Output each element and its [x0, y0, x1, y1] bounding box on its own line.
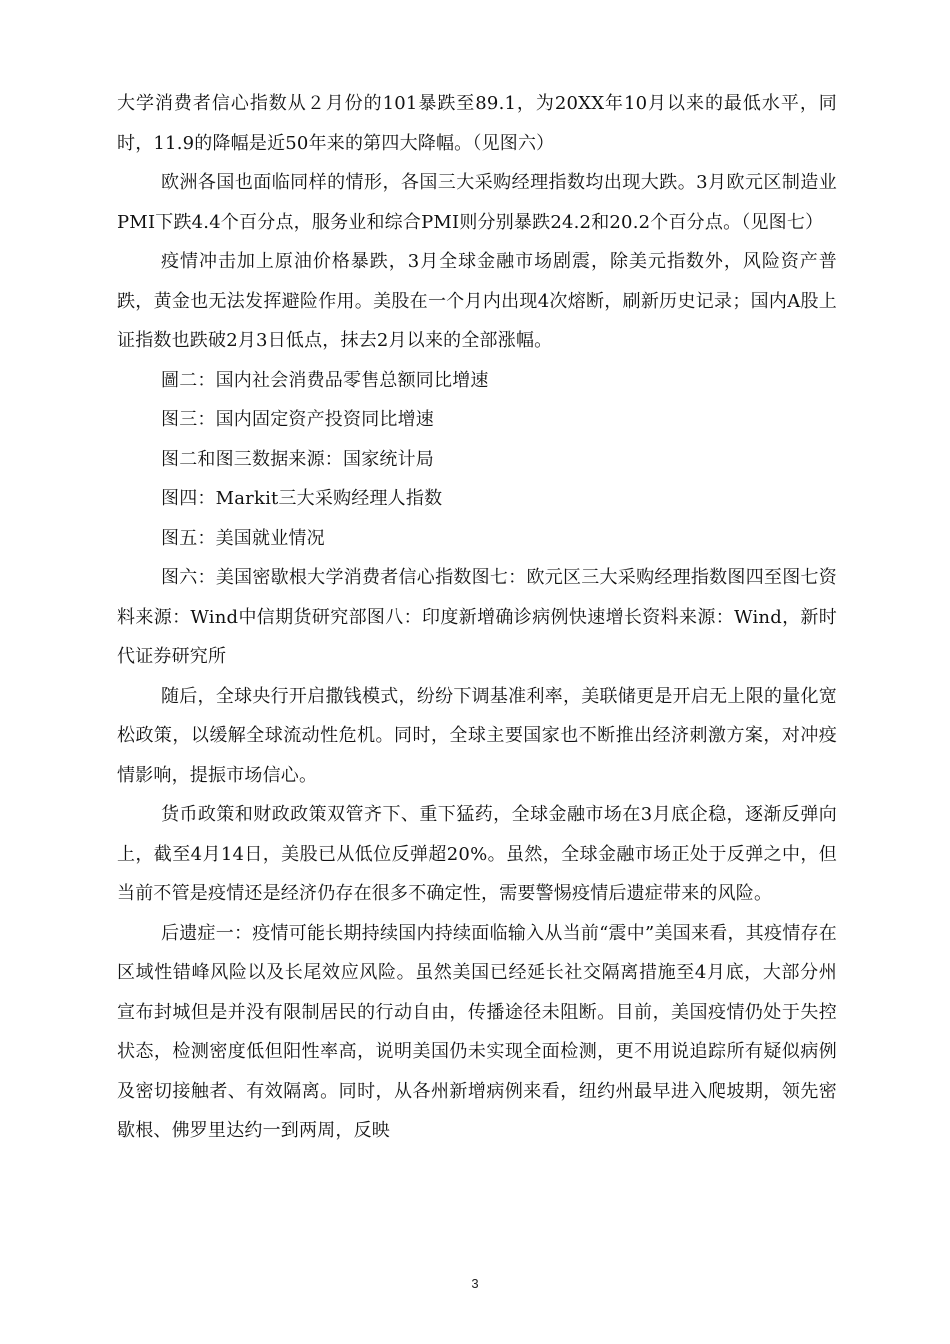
- caption-figure-6-8-block: 图六：美国密歇根大学消费者信心指数图七：欧元区三大采购经理指数图四至图七资料来源：Wind中信期货研究部图八：印度新增确诊病例快速增长资料来源：Wind，新时代证券研究所: [117, 567, 837, 667]
- paragraph-europe-pmi: 欧洲各国也面临同样的情形，各国三大采购经理指数均出现大跌。3月欧元区制造业PMI下跌4.4个百分点，服务业和综合PMI则分别暴跌24.2和20.2个百分点。（见图七）: [117, 172, 837, 233]
- document-body: [117, 84, 837, 1151]
- paragraph-consumer-confidence: 大学消费者信心指数从２月份的101暴跌至89.1，为20XX年10月以来的最低水平，同时，11.9的降幅是近50年来的第四大降幅。（见图六）: [117, 93, 837, 154]
- caption-figure-2: 圖二：国内社会消费品零售总额同比增速: [161, 369, 489, 391]
- paragraph-aftereffect-one: 后遗症一：疫情可能长期持续国内持续面临输入从当前“震中”美国来看，其疫情存在区域性错峰风险以及长尾效应风险。虽然美国已经延长社交隔离措施至4月底，大部分州宣布封城但是并没有限制居民的行动自由，传播途径未阻断。目前，美国疫情仍处于失控状态，检测密度低但阳性率高，说明美国仍未实现全面检测，更不用说追踪所有疑似病例及密切接触者、有效隔离。同时，从各州新增病例来看，纽约州最早进入爬坡期，领先密歇根、佛罗里达约一到两周，反映: [117, 922, 837, 1141]
- page-number: 3: [471, 1276, 479, 1291]
- caption-figure-5: 图五：美国就业情况: [161, 527, 325, 549]
- paragraph-central-banks: 随后，全球央行开启撒钱模式，纷纷下调基准利率，美联储更是开启无上限的量化宽松政策，以缓解全球流动性危机。同时，全球主要国家也不断推出经济刺激方案，对冲疫情影响，提振市场信心。: [117, 685, 837, 786]
- paragraph-market-crash: 疫情冲击加上原油价格暴跌，3月全球金融市场剧震，除美元指数外，风险资产普跌，黄金也无法发挥避险作用。美股在一个月内出现4次熔断，刷新历史记录；国内A股上证指数也跌破2月3日低点，抹去2月以来的全部涨幅。: [117, 251, 837, 351]
- paragraph-policy-response: 货币政策和财政政策双管齐下、重下猛药，全球金融市场在3月底企稳，逐渐反弹向上，截至4月14日，美股已从低位反弹超20%。虽然，全球金融市场正处于反弹之中，但当前不管是疫情还是经济仍存在很多不确定性，需要警惕疫情后遗症带来的风险。: [117, 804, 837, 904]
- caption-figure-3: 图三：国内固定资产投资同比增速: [161, 409, 434, 430]
- caption-figure-4: 图四：Markit三大采购经理人指数: [161, 488, 443, 509]
- caption-source-figure-2-3: 图二和图三数据来源：国家统计局: [161, 448, 434, 470]
